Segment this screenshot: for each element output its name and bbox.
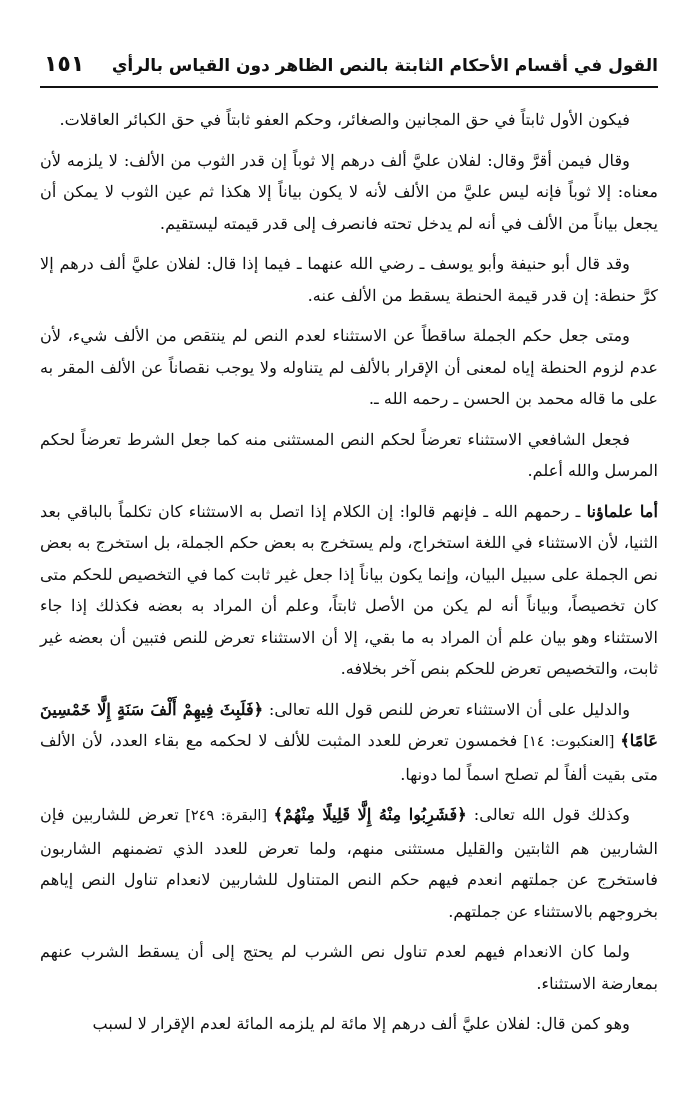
paragraph bbox=[40, 694, 658, 791]
chapter-title: القول في أقسام الأحكام الثابتة بالنص الظاهر دون القياس بالرأي bbox=[111, 56, 658, 76]
paragraph bbox=[40, 496, 658, 685]
paragraph bbox=[40, 1008, 658, 1040]
paragraph-text: وهو كمن قال: لفلان عليَّ ألف درهم إلا مائة لم يلزمه المائة لعدم الإقرار لا لسبب bbox=[92, 1014, 630, 1033]
paragraph bbox=[40, 248, 658, 311]
paragraph-text: فيكون الأول ثابتاً في حق المجانين والصغائر، وحكم العفو ثابتاً في حق الكبائر العاقلات. bbox=[59, 110, 630, 129]
paragraph-text: وكذلك قول الله تعالى: bbox=[466, 805, 630, 824]
paragraph bbox=[40, 424, 658, 487]
verse-reference: [البقرة: ٢٤٩] bbox=[178, 808, 274, 824]
running-header bbox=[40, 52, 658, 88]
paragraph-text: والدليل على أن الاستثناء تعرض للنص قول الله تعالى: bbox=[263, 699, 631, 719]
paragraph-lead: أما علماؤنا bbox=[586, 501, 658, 521]
body-text bbox=[40, 104, 658, 1040]
paragraph-text-continued: تعرض للشاربين فإن الشاربين هم الثابتين والقليل مستثنى منهم، ولما تعرض للعدد الذي تضمنهم الشاربون فاستخرج عن جملتهم انعدم فيهم حكم النص المتناول للشاربين لانعدام تناول النص إياهم بخروجهم بالاستثناء عن جملتهم. bbox=[40, 805, 658, 921]
paragraph bbox=[40, 936, 658, 999]
paragraph-text: وقال فيمن أقرَّ وقال: لفلان عليَّ ألف درهم إلا ثوباً إن قدر الثوب من الألف: لا يلزمه لأن معناه: إلا ثوباً فإنه ليس عليَّ من الألف لأنه لا يكون بياناً إلا هكذا ثم عين الثوب لا يمكن أن يجعل بياناً من الألف في أنه لم يدخل تحته فانصرف إلى قدر قيمته ليستقيم. bbox=[40, 150, 658, 233]
paragraph-text: ولما كان الانعدام فيهم لعدم تناول نص الشرب لم يحتج إلى أن يسقط الشرب عنهم بمعارضة الاستثناء. bbox=[40, 942, 658, 993]
paragraph-text: ومتى جعل حكم الجملة ساقطاً عن الاستثناء لعدم النص لم ينتقص من الألف شيء، لأن عدم لزوم الحنطة إياه لمعنى أن الإقرار بالألف لم يتناوله ولا يوجب نقصاناً عن الألف المقر به على ما قاله محمد بن الحسن ـ رحمه الله ـ. bbox=[40, 326, 658, 408]
verse-reference: [العنكبوت: ١٤] bbox=[517, 734, 621, 750]
paragraph bbox=[40, 104, 658, 136]
paragraph-text: فجعل الشافعي الاستثناء تعرضاً لحكم النص المستثنى منه كما جعل الشرط تعرضاً لحكم المرسل والله أعلم. bbox=[40, 429, 658, 480]
paragraph-text: ـ رحمهم الله ـ فإنهم قالوا: إن الكلام إذا اتصل به الاستثناء كان تكلماً بالباقي بعد الثنيا، لأن الاستثناء في اللغة استخراج، ولم يستخرج به بعض حكم الجملة، بل استخرج به بعض نص الجملة على سبيل البيان، وإنما يكون بياناً إذا جعل غير ثابت كما في التخصيص للحكم متى كان تخصيصاً، وبياناً أنه لم يكن من الأصل ثابتاً، وعلم أن المراد به بعضه فكذلك إذا جاء الاستثناء وهو بيان علم أن المراد به ما بقي، إلا أن الاستثناء تعرض للنص فتبين أن بعضه غير ثابت، والتخصيص تعرض للحكم بنص آخر بخلافه. bbox=[40, 501, 658, 678]
paragraph bbox=[40, 145, 658, 240]
paragraph bbox=[40, 320, 658, 415]
paragraph bbox=[40, 799, 658, 927]
quran-verse: ﴿فَلَبِثَ فِيهِمْ أَلْفَ سَنَةٍ إِلَّا خَمْسِينَ عَامًا﴾ bbox=[40, 699, 658, 750]
paragraph-text: وقد قال أبو حنيفة وأبو يوسف ـ رضي الله عنهما ـ فيما إذا قال: لفلان عليَّ ألف درهم إلا كرَّ حنطة: إن قدر قيمة الحنطة يسقط من الألف عنه. bbox=[40, 254, 658, 305]
page-number: ١٥١ bbox=[44, 52, 85, 77]
paragraph-text-continued: فخمسون تعرض للعدد المثبت للألف لا لحكمه مع بقاء العدد، لأن الألف متى بقيت ألفاً لم تصلح اسماً لما دونها. bbox=[40, 731, 658, 784]
quran-verse: ﴿فَشَرِبُوا مِنْهُ إِلَّا قَلِيلًا مِنْهُمْ﴾ bbox=[273, 805, 467, 824]
